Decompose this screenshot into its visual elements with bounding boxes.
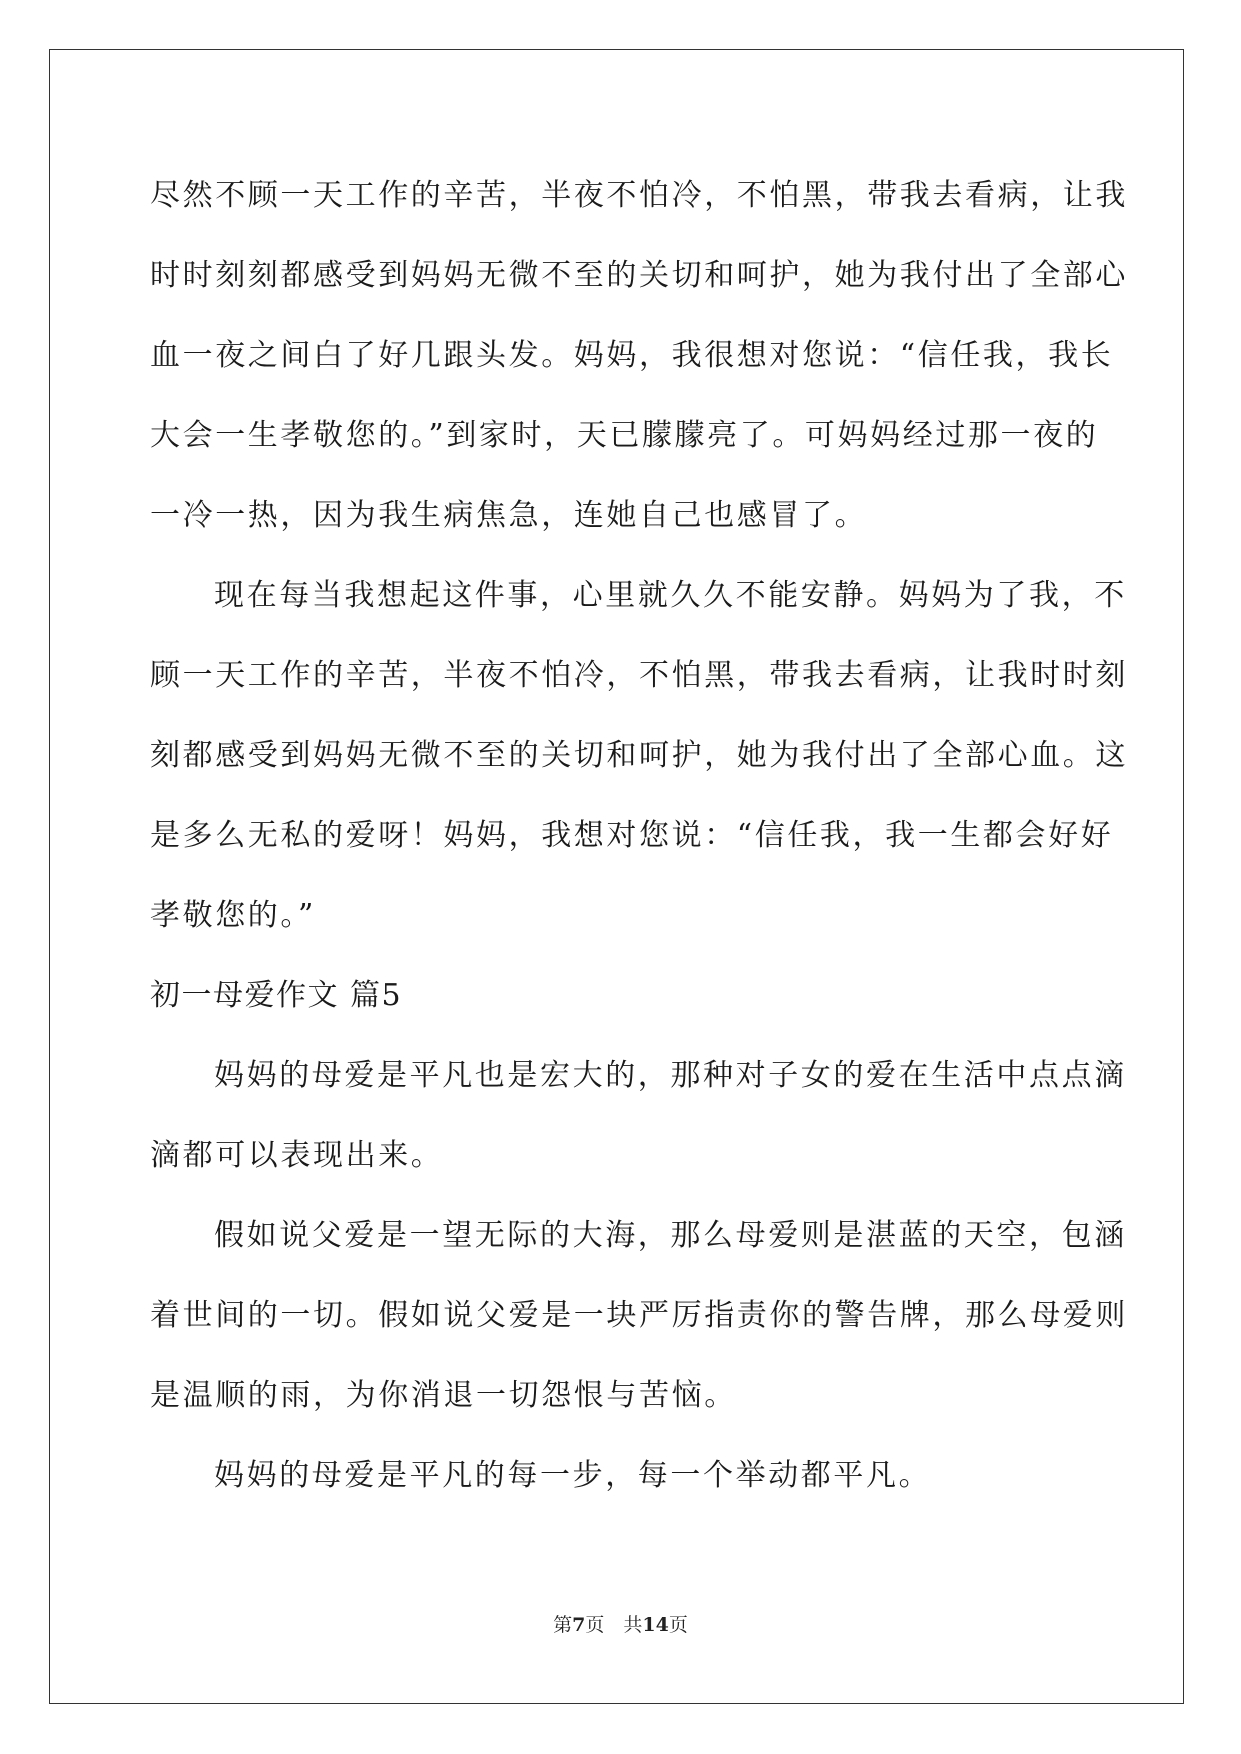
document-body [150, 156, 1128, 1516]
text-line: 是温顺的雨，为你消退一切怨恨与苦恼。 [150, 1378, 737, 1413]
text-line: 滴都可以表现出来。 [150, 1138, 444, 1173]
current-page-number: 7 [572, 1614, 586, 1636]
page-number-middle: 页 共 [585, 1614, 643, 1636]
text-line: 是多么无私的爱呀！妈妈，我想对您说：“信任我，我一生都会好好 [150, 818, 1114, 853]
page-number-suffix: 页 [668, 1614, 688, 1636]
page-number-prefix: 第 [553, 1614, 573, 1636]
text-line: 妈妈的母爱是平凡的每一步，每一个举动都平凡。 [214, 1458, 932, 1493]
total-page-count: 14 [642, 1614, 669, 1636]
section-heading: 初一母爱作文 篇5 [150, 978, 403, 1013]
text-line: 妈妈的母爱是平凡也是宏大的，那种对子女的爱在生活中点点滴 [214, 1058, 1127, 1093]
text-line: 顾一天工作的辛苦，半夜不怕冷，不怕黑，带我去看病，让我时时刻 [150, 658, 1128, 693]
text-line: 大会一生孝敬您的。”到家时，天已朦朦亮了。可妈妈经过那一夜的 [150, 418, 1099, 453]
text-line: 孝敬您的。” [150, 898, 316, 933]
text-line: 现在每当我想起这件事，心里就久久不能安静。妈妈为了我，不 [214, 578, 1127, 613]
text-line: 时时刻刻都感受到妈妈无微不至的关切和呵护，她为我付出了全部心 [150, 258, 1128, 293]
text-line: 血一夜之间白了好几跟头发。妈妈，我很想对您说：“信任我，我长 [150, 338, 1114, 373]
text-line: 假如说父爱是一望无际的大海，那么母爱则是湛蓝的天空，包涵 [214, 1218, 1127, 1253]
text-line: 一冷一热，因为我生病焦急，连她自己也感冒了。 [150, 498, 868, 533]
text-line: 尽然不顾一天工作的辛苦，半夜不怕冷，不怕黑，带我去看病，让我 [150, 178, 1128, 213]
page-footer [0, 1610, 1241, 1637]
text-line: 刻都感受到妈妈无微不至的关切和呵护，她为我付出了全部心血。这 [150, 738, 1128, 773]
text-line: 着世间的一切。假如说父爱是一块严厉指责你的警告牌，那么母爱则 [150, 1298, 1128, 1333]
